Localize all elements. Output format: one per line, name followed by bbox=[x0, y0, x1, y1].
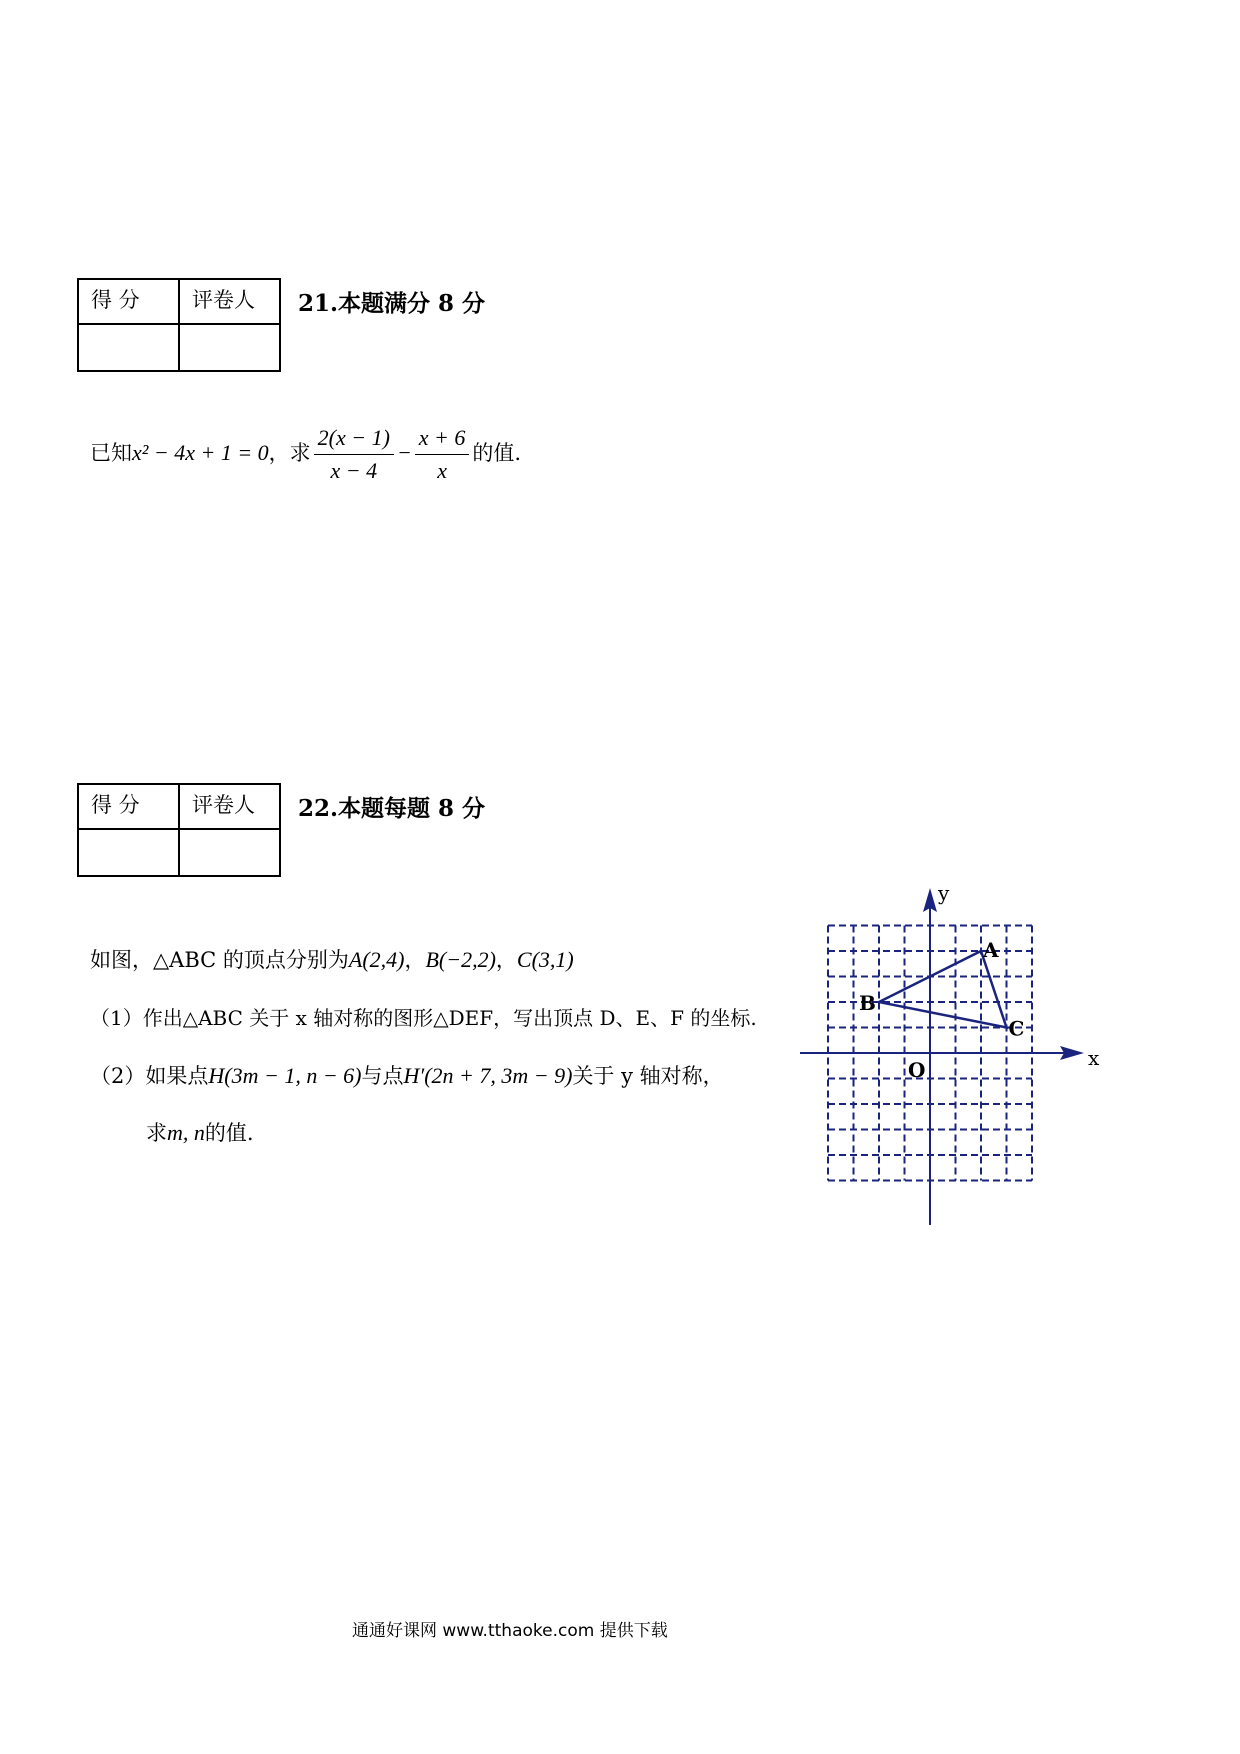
score-header: 得 分 bbox=[78, 784, 179, 829]
point-h-prime: H′(2n + 7, 3m − 9) bbox=[403, 1063, 573, 1088]
vertex-label-a: A bbox=[983, 938, 999, 962]
point-c: C(3,1) bbox=[516, 947, 574, 972]
fraction-numerator: 2(x − 1) bbox=[314, 425, 394, 455]
part2-line2-prefix: 求 bbox=[146, 1121, 167, 1145]
q22-title: 22.本题每题 8 分 bbox=[298, 795, 486, 822]
grader-cell bbox=[179, 829, 280, 876]
fraction-denominator: x bbox=[437, 458, 447, 483]
score-cell bbox=[78, 829, 179, 876]
q22-intro-text: 如图，△ABC 的顶点分别为 bbox=[90, 948, 349, 972]
part2-line2-suffix: 的值. bbox=[204, 1121, 254, 1145]
q21-suffix: 的值. bbox=[472, 441, 522, 465]
q21-fraction-1 bbox=[314, 425, 394, 484]
part2-vars: m, n bbox=[167, 1120, 205, 1145]
point-b: B(−2,2) bbox=[425, 947, 496, 972]
q22-part2 bbox=[90, 1060, 724, 1090]
y-axis-label: y bbox=[938, 881, 950, 905]
q21-score-table bbox=[77, 278, 281, 372]
x-axis-label: x bbox=[1088, 1046, 1100, 1070]
vertex-label-c: C bbox=[1008, 1016, 1025, 1041]
point-a: A(2,4) bbox=[348, 947, 405, 972]
point-h: H(3m − 1, n − 6) bbox=[208, 1063, 362, 1088]
grader-header: 评卷人 bbox=[179, 279, 280, 324]
fraction-numerator: x + 6 bbox=[415, 425, 470, 455]
q22-intro bbox=[90, 944, 574, 974]
grader-cell bbox=[179, 324, 280, 371]
part2-mid: 与点 bbox=[361, 1064, 404, 1088]
vertex-label-b: B bbox=[859, 991, 876, 1015]
triangle-abc bbox=[879, 951, 1007, 1028]
grader-header: 评卷人 bbox=[179, 784, 280, 829]
q21-problem bbox=[90, 425, 521, 484]
q22-part2-line2 bbox=[146, 1117, 254, 1147]
q22-score-table bbox=[77, 783, 281, 877]
separator: ， bbox=[404, 948, 426, 972]
score-header: 得 分 bbox=[78, 279, 179, 324]
q21-minus: − bbox=[396, 440, 412, 465]
q21-title: 21.本题满分 8 分 bbox=[298, 290, 486, 317]
origin-label: O bbox=[908, 1058, 926, 1082]
q21-prefix: 已知 bbox=[90, 441, 132, 465]
part2-prefix: （2）如果点 bbox=[90, 1064, 209, 1088]
separator: ， bbox=[495, 948, 517, 972]
footer-credit: 通通好课网 www.tthaoke.com 提供下载 bbox=[352, 1621, 668, 1641]
q21-fraction-2 bbox=[415, 425, 470, 484]
q22-part1: （1）作出△ABC 关于 x 轴对称的图形△DEF，写出顶点 D、E、F 的坐标. bbox=[90, 1006, 757, 1030]
q21-comma: ，求 bbox=[268, 441, 311, 465]
q21-equation: x² − 4x + 1 = 0 bbox=[132, 440, 269, 465]
part2-suffix: 关于 y 轴对称， bbox=[572, 1064, 724, 1088]
score-cell bbox=[78, 324, 179, 371]
fraction-denominator: x − 4 bbox=[330, 458, 378, 483]
coordinate-grid-figure bbox=[790, 880, 1110, 1230]
